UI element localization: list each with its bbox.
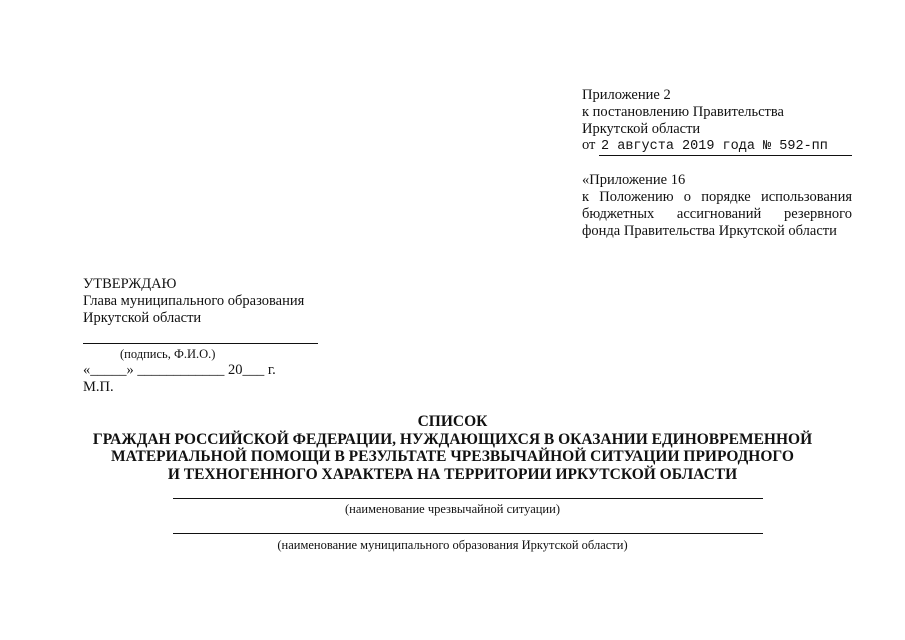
appendix-date-value: 2 августа 2019 года № 592-пп <box>599 138 852 156</box>
appendix-line-2: к постановлению Правительства <box>582 104 784 120</box>
appendix-date <box>582 137 852 156</box>
document-title: СПИСОК <box>417 413 488 430</box>
inner-appendix-line-4: фонда Правительства Иркутской области <box>582 223 837 239</box>
emergency-name-line <box>173 498 763 499</box>
approval-date-line: «_____» ____________ 20___ г. <box>83 362 276 378</box>
inner-appendix-line-2: к Положению о порядке использования <box>582 189 852 205</box>
inner-appendix-line-1: «Приложение 16 <box>582 172 686 188</box>
appendix-date-prefix: от <box>582 137 596 153</box>
inner-appendix-line-3: бюджетных ассигнований резервного <box>582 206 852 222</box>
approver-position-2: Иркутской области <box>83 310 202 326</box>
stamp-label: М.П. <box>83 379 114 395</box>
document-title-line-4: И ТЕХНОГЕННОГО ХАРАКТЕРА НА ТЕРРИТОРИИ ИРКУТСКОЙ ОБЛАСТИ <box>167 466 738 483</box>
signature-line <box>83 343 318 344</box>
municipality-caption: (наименование муниципального образования Иркутской области) <box>277 538 628 552</box>
appendix-line-3: Иркутской области <box>582 121 701 137</box>
document-title-line-3: МАТЕРИАЛЬНОЙ ПОМОЩИ В РЕЗУЛЬТАТЕ ЧРЕЗВЫЧАЙНОЙ СИТУАЦИИ ПРИРОДНОГО <box>111 448 794 465</box>
approver-position-1: Глава муниципального образования <box>83 293 305 309</box>
municipality-name-line <box>173 533 763 534</box>
document-title-line-2: ГРАЖДАН РОССИЙСКОЙ ФЕДЕРАЦИИ, НУЖДАЮЩИХСЯ В ОКАЗАНИИ ЕДИНОВРЕМЕННОЙ <box>92 431 813 448</box>
emergency-caption: (наименование чрезвычайной ситуации) <box>345 502 560 516</box>
approve-heading: УТВЕРЖДАЮ <box>83 276 177 292</box>
appendix-line-1: Приложение 2 <box>582 87 671 103</box>
signature-caption: (подпись, Ф.И.О.) <box>120 347 216 361</box>
